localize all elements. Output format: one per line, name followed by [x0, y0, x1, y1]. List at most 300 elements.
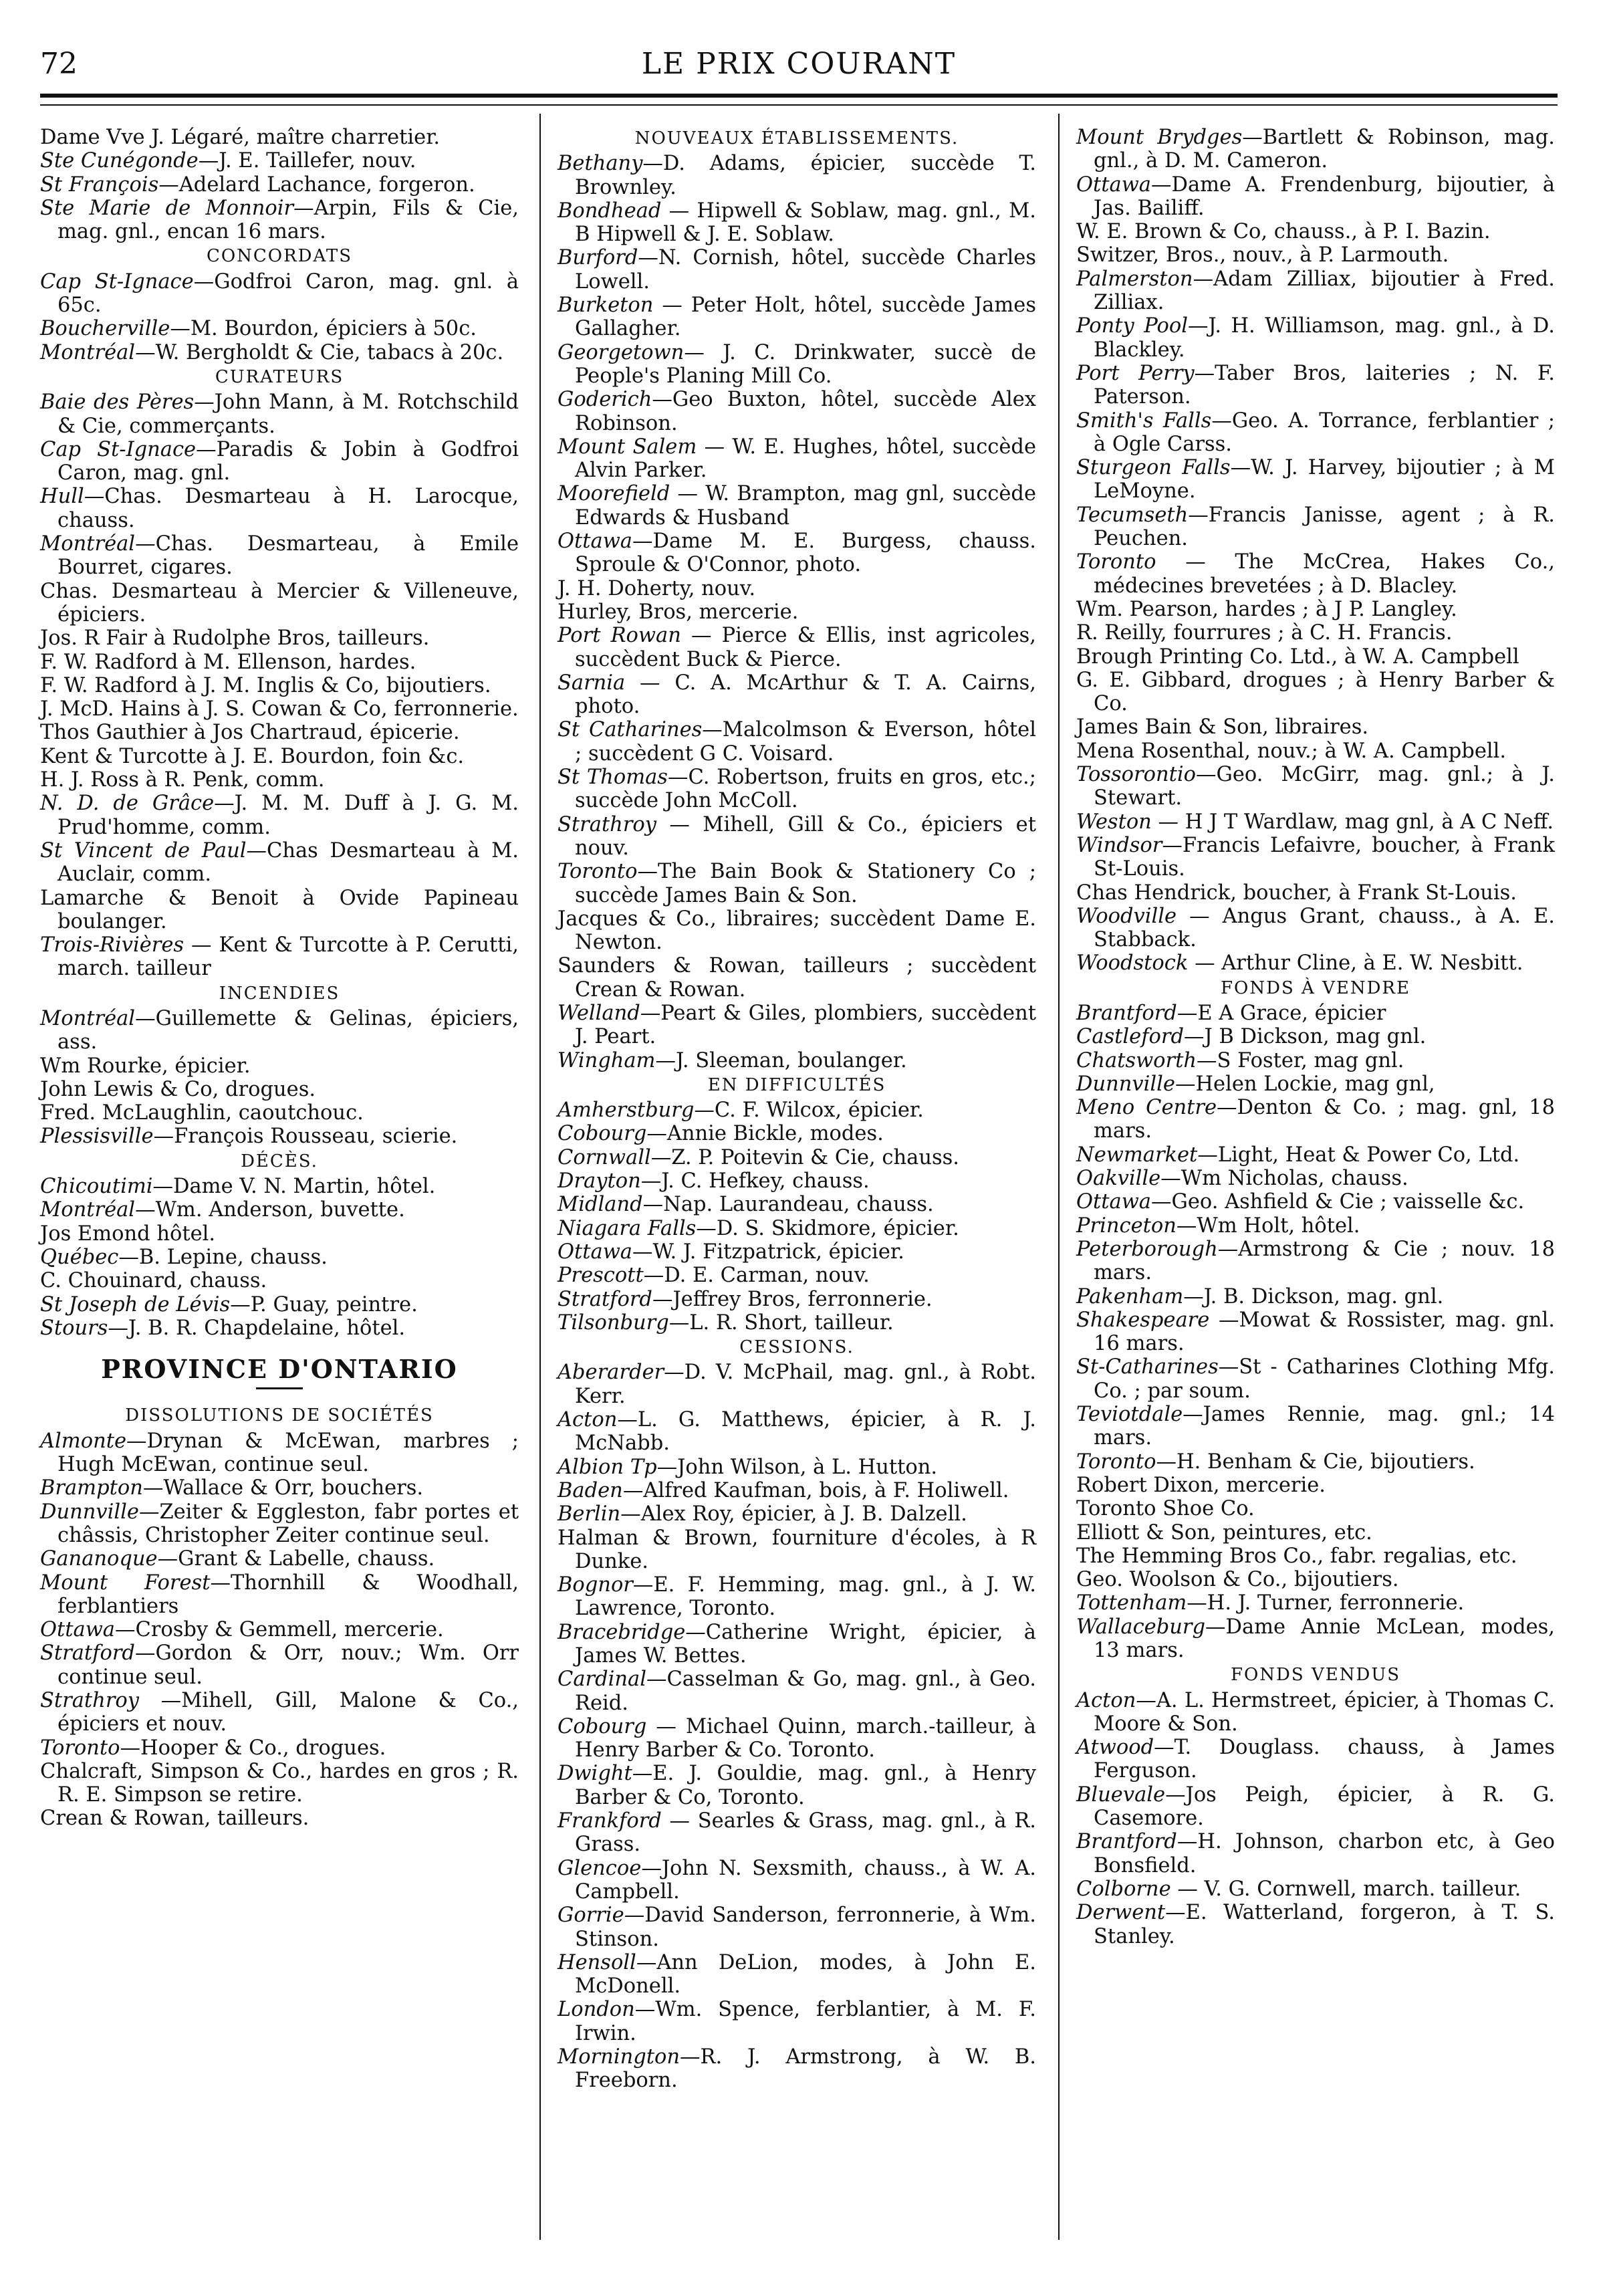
place-name: Frankford — [558, 1809, 662, 1833]
place-name: Sturgeon Falls — [1076, 456, 1231, 480]
entry-text: —David Sanderson, ferronnerie, à Wm. Stinson. — [575, 1904, 1036, 1951]
entry-text: —Denton & Co. ; mag. gnl, 18 mars. — [1094, 1096, 1555, 1143]
entry — [40, 697, 519, 721]
entry — [1076, 1497, 1555, 1520]
entry — [558, 435, 1036, 483]
place-name: Moorefield — [558, 482, 670, 506]
entry-text: Fred. McLaughlin, caoutchouc. — [40, 1101, 364, 1125]
entry-text: —Guillemette & Gelinas, épiciers, ass. — [57, 1006, 519, 1054]
entry-text: —Geo. Ashfield & Cie ; vaisselle &c. — [1151, 1190, 1525, 1214]
entry — [1076, 1591, 1555, 1615]
place-name: Tilsonburg — [558, 1310, 669, 1335]
entry-text: —L. R. Short, tailleur. — [668, 1310, 894, 1335]
place-name: Strathroy — [40, 1689, 139, 1712]
entry-text: —Dame A. Frendenburg, bijoutier, à Jas. Bailiff. — [1094, 173, 1555, 220]
place-name: Trois-Rivières — [40, 933, 184, 957]
entry-text: —S Foster, mag gnl. — [1197, 1048, 1404, 1072]
place-name: Oakville — [1076, 1167, 1161, 1191]
entry — [1076, 1615, 1555, 1663]
entry-text: Toronto Shoe Co. — [1076, 1497, 1255, 1521]
place-name: Pakenham — [1076, 1284, 1184, 1308]
place-name: Bracebridge — [558, 1620, 686, 1644]
entry-text: Chalcraft, Simpson & Co., hardes en gros ; R. R. E. Simpson se retire. — [40, 1759, 519, 1807]
section-heading: FONDS À VENDRE — [1221, 978, 1410, 998]
entry — [1076, 126, 1555, 173]
place-name: Woodstock — [1076, 951, 1189, 975]
entry — [1076, 1238, 1555, 1285]
entry-text: — W. E. Hughes, hôtel, succède Alvin Parker. — [575, 435, 1036, 483]
entry-text: —Jeffrey Bros, ferronnerie. — [652, 1287, 933, 1311]
entry — [1076, 173, 1555, 221]
entry-text: —Z. P. Poitevin & Cie, chauss. — [650, 1145, 959, 1169]
entry — [1076, 810, 1555, 834]
entry-text: Mena Rosenthal, nouv.; à W. A. Campbell. — [1076, 739, 1507, 763]
entry — [1076, 1049, 1555, 1072]
place-name: Ottawa — [558, 1240, 632, 1264]
entry-text: —Grant & Labelle, chauss. — [157, 1547, 435, 1571]
place-name: Castleford — [1076, 1025, 1184, 1049]
entry-text: —B. Lepine, chauss. — [118, 1245, 328, 1269]
entry — [1076, 905, 1555, 952]
entry-text: — Mihell, Gill & Co., épiciers et nouv. — [575, 812, 1036, 860]
entry — [1076, 1568, 1555, 1591]
entry — [40, 768, 519, 792]
entry — [558, 1099, 1036, 1122]
place-name: Chatsworth — [1076, 1048, 1197, 1072]
place-name: Bondhead — [558, 199, 662, 223]
place-name: London — [558, 1998, 635, 2022]
place-name: Teviotdale — [1076, 1403, 1183, 1427]
entry-text: F. W. Radford à J. M. Inglis & Co, bijoutiers. — [40, 673, 491, 697]
entry-text: Brough Printing Co. Ltd., à W. A. Campbell — [1076, 645, 1519, 669]
place-name: Atwood — [1076, 1736, 1154, 1760]
entry-text: James Bain & Son, libraires. — [1076, 715, 1369, 739]
entry — [1076, 1544, 1555, 1568]
entry — [1076, 314, 1555, 362]
entry-text: —J B Dickson, mag gnl. — [1184, 1025, 1427, 1049]
entry-text: —P. Guay, peintre. — [230, 1292, 418, 1316]
entry-text: —Francis Lefaivre, boucher, à Frank St-Louis. — [1094, 833, 1555, 881]
running-title: LE PRIX COURANT — [641, 47, 957, 81]
entry-text: Robert Dixon, mercerie. — [1076, 1473, 1326, 1497]
entry — [1076, 267, 1555, 315]
place-name: Meno Centre — [1076, 1096, 1217, 1120]
place-name: Gananoque — [40, 1547, 158, 1571]
entry-text: F. W. Radford à M. Ellenson, hardes. — [40, 650, 416, 674]
place-name: Toronto — [1076, 550, 1156, 574]
entry-text: —Hooper & Co., drogues. — [120, 1736, 386, 1760]
entry-text: Jos. R Fair à Rudolphe Bros, tailleurs. — [40, 626, 430, 651]
place-name: Bluevale — [1076, 1783, 1166, 1807]
entry — [558, 907, 1036, 955]
place-name: Port Perry — [1076, 361, 1195, 385]
place-name: Drayton — [558, 1169, 641, 1193]
place-name: Goderich — [558, 388, 652, 412]
entry-text: H. J. Ross à R. Penk, comm. — [40, 768, 325, 792]
place-name: Cap St-Ignace — [40, 437, 197, 461]
entry — [558, 1998, 1036, 2045]
entry — [1076, 1877, 1555, 1901]
entry-text: —M. Bourdon, épiciers à 50c. — [170, 317, 477, 341]
place-name: Mornington — [558, 2045, 680, 2069]
place-name: Amherstburg — [558, 1099, 695, 1123]
entry-text: Switzer, Bros., nouv., à P. Larmouth. — [1076, 243, 1449, 267]
place-name: St Thomas — [558, 766, 668, 790]
entry — [40, 1125, 519, 1148]
entry-text: —H. J. Turner, ferronnerie. — [1187, 1591, 1465, 1615]
place-name: Toronto — [40, 1736, 120, 1760]
section-heading: DÉCÈS. — [241, 1151, 318, 1171]
entry-text: —James Rennie, mag. gnl.; 14 mars. — [1094, 1403, 1555, 1450]
entry — [1076, 1474, 1555, 1497]
entry-text: Thos Gauthier à Jos Chartraud, épicerie. — [40, 721, 460, 745]
entry-text: —Mihell, Gill, Malone & Co., épiciers et nouv. — [57, 1689, 519, 1736]
entry — [40, 745, 519, 768]
section-heading: INCENDIES — [219, 983, 340, 1004]
entry-text: —Arpin, Fils & Cie, mag. gnl., encan 16 mars. — [57, 196, 519, 244]
entry — [558, 1951, 1036, 1998]
place-name: Sarnia — [558, 671, 626, 695]
entry — [40, 887, 519, 934]
entry-text: —J. H. Williamson, mag. gnl., à D. Blackley. — [1094, 314, 1555, 362]
entry — [558, 671, 1036, 719]
entry — [40, 1807, 519, 1830]
entry-text: —Mowat & Rossister, mag. gnl. 16 mars. — [1094, 1308, 1555, 1356]
entry-text: —Peart & Giles, plombiers, succèdent J. Peart. — [575, 1001, 1036, 1049]
heading-rule — [256, 1387, 303, 1389]
entry — [1076, 1355, 1555, 1403]
entry — [1076, 1096, 1555, 1143]
entry — [558, 246, 1036, 294]
entry-text: —Geo. A. Torrance, ferblantier ; à Ogle Carss. — [1094, 409, 1556, 456]
entry — [40, 438, 519, 485]
entry — [1076, 1901, 1555, 1948]
entry — [1076, 1736, 1555, 1783]
entry — [558, 600, 1036, 624]
entry — [558, 482, 1036, 530]
place-name: Burketon — [558, 294, 654, 318]
place-name: Princeton — [1076, 1214, 1177, 1238]
place-name: Cornwall — [558, 1145, 651, 1169]
entry — [558, 860, 1036, 907]
entry-text: — Michael Quinn, march.-tailleur, à Henry Barber & Co. Toronto. — [575, 1714, 1036, 1762]
province-heading: PROVINCE D'ONTARIO — [101, 1354, 458, 1385]
place-name: Georgetown — [558, 340, 685, 364]
entry-text: —W. J. Fitzpatrick, épicier. — [632, 1240, 904, 1264]
entry-text: Wm. Pearson, hardes ; à J P. Langley. — [1076, 597, 1457, 621]
entry-text: —W. J. Harvey, bijoutier ; à M LeMoyne. — [1094, 456, 1555, 503]
entry-text: Kent & Turcotte à J. E. Bourdon, foin &c. — [40, 744, 465, 768]
entry — [558, 1904, 1036, 1951]
entry-text: — C. A. McArthur & T. A. Cairns, photo. — [575, 671, 1036, 719]
entry — [40, 532, 519, 580]
entry-text: Hurley, Bros, mercerie. — [558, 600, 799, 624]
place-name: Hull — [40, 485, 84, 509]
entry-text: Chas Hendrick, boucher, à Frank St-Louis. — [1076, 881, 1517, 905]
place-name: Bognor — [558, 1573, 633, 1597]
place-name: Dunnville — [40, 1500, 139, 1524]
entry — [40, 126, 519, 149]
entry-text: —Godfroi Caron, mag. gnl. à 65c. — [57, 269, 519, 318]
entry-text: —Francis Janisse, agent ; à R. Peuchen. — [1094, 503, 1555, 551]
entry-text: — J. C. Drinkwater, succè de People's Planing Mill Co. — [575, 340, 1036, 388]
entry-text: —Chas. Desmarteau à H. Larocque, chauss. — [57, 485, 519, 532]
entry — [558, 1715, 1036, 1762]
entry — [558, 1002, 1036, 1049]
entry — [1076, 1072, 1555, 1096]
entry-text: —Jos Peigh, épicier, à R. G. Casemore. — [1094, 1783, 1555, 1831]
entry-text: The Hemming Bros Co., fabr. regalias, etc. — [1076, 1544, 1517, 1568]
entry-text: — V. G. Cornwell, march. tailleur. — [1170, 1877, 1521, 1901]
place-name: Smith's Falls — [1076, 409, 1212, 433]
entry-text: —Bartlett & Robinson, mag. gnl., à D. M. Cameron. — [1094, 126, 1555, 173]
place-name: Ottawa — [558, 530, 632, 554]
entry — [40, 1571, 519, 1619]
entry-text: —J. B. Dickson, mag. gnl. — [1183, 1284, 1444, 1308]
entry-text: —Wm Nicholas, chauss. — [1160, 1167, 1408, 1191]
entry — [558, 1408, 1036, 1456]
entry-text: —J. Sleeman, boulanger. — [655, 1048, 907, 1072]
place-name: Ste Cunégonde — [40, 149, 199, 173]
place-name: Colborne — [1076, 1877, 1171, 1901]
entry — [40, 1222, 519, 1246]
place-name: Cobourg — [558, 1714, 647, 1738]
entry-text: —Wm. Anderson, buvette. — [135, 1198, 405, 1222]
entry — [40, 341, 519, 364]
place-name: N. D. de Grâce — [40, 792, 215, 816]
entry — [40, 197, 519, 244]
place-name: Prescott — [558, 1264, 644, 1288]
place-name: Peterborough — [1076, 1237, 1218, 1261]
entry-text: —Alex Roy, épicier, à J. B. Dalzell. — [620, 1502, 967, 1526]
entry — [40, 149, 519, 173]
entry — [1076, 645, 1555, 669]
entry-text: — Kent & Turcotte à P. Cerutti, march. tailleur — [57, 933, 519, 981]
entry — [40, 1689, 519, 1736]
entry — [1076, 220, 1555, 243]
entry — [1076, 1025, 1555, 1048]
entry — [1076, 550, 1555, 598]
entry-text: —L. G. Matthews, épicier, à R. J. McNabb. — [575, 1408, 1036, 1456]
entry-text: Saunders & Rowan, tailleurs ; succèdent Crean & Rowan. — [558, 954, 1036, 1002]
section-heading: DISSOLUTIONS DE SOCIÉTÉS — [125, 1405, 434, 1426]
place-name: Tecumseth — [1076, 503, 1189, 527]
entry-text: —T. Douglass. chauss, à James Ferguson. — [1094, 1736, 1555, 1783]
entry-text: —François Rousseau, scierie. — [153, 1125, 458, 1149]
place-name: Toronto — [1076, 1450, 1156, 1474]
place-name: Woodville — [1076, 904, 1177, 928]
place-name: Québec — [40, 1245, 119, 1269]
entry — [40, 580, 519, 627]
entry-text: —Dame V. N. Martin, hôtel. — [152, 1175, 436, 1199]
place-name: Ottawa — [1076, 173, 1151, 197]
entry-text: —Nap. Laurandeau, chauss. — [642, 1193, 934, 1217]
entry — [40, 1078, 519, 1101]
place-name: Plessisville — [40, 1125, 154, 1149]
entry — [40, 1246, 519, 1269]
place-name: Dunnville — [1076, 1072, 1175, 1096]
place-name: Stratford — [558, 1287, 652, 1311]
entry — [40, 651, 519, 674]
entry-text: John Lewis & Co, drogues. — [40, 1077, 316, 1101]
place-name: St-Catharines — [1076, 1355, 1219, 1379]
entry-text: —Catherine Wright, épicier, à James W. Bettes. — [575, 1620, 1036, 1668]
entry-text: Wm Rourke, épicier. — [40, 1054, 251, 1078]
entry — [558, 2045, 1036, 2093]
place-name: St François — [40, 173, 159, 197]
entry — [558, 1240, 1036, 1264]
entry — [40, 1641, 519, 1689]
entry-text: —Adam Zilliax, bijoutier à Fred. Zilliax. — [1094, 267, 1555, 315]
header-rule — [40, 94, 1558, 98]
section-heading: CESSIONS. — [739, 1337, 854, 1358]
entry-text: —H. Benham & Cie, bijoutiers. — [1156, 1450, 1475, 1474]
place-name: Ponty Pool — [1076, 314, 1188, 338]
entry-text: Lamarche & Benoit à Ovide Papineau boulanger. — [40, 886, 519, 933]
entry-text: —Geo Buxton, hôtel, succède Alex Robinson. — [575, 388, 1036, 435]
entry-text: Dame Vve J. Légaré, maître charretier. — [40, 126, 441, 149]
entry-text: —Chas Desmarteau à M. Auclair, comm. — [57, 838, 519, 887]
place-name: Berlin — [558, 1502, 621, 1526]
column-3 — [1076, 126, 1555, 1948]
entry-text: —J. E. Taillefer, nouv. — [198, 149, 416, 173]
place-name: Toronto — [558, 860, 638, 884]
entry-text: Jacques & Co., libraires; succèdent Dame E. Newton. — [558, 907, 1036, 955]
entry-text: —Geo. McGirr, mag. gnl.; à J. Stewart. — [1094, 763, 1555, 810]
entry-text: —R. J. Armstrong, à W. B. Freeborn. — [575, 2045, 1036, 2093]
entry — [558, 1049, 1036, 1072]
entry — [1076, 409, 1555, 457]
place-name: Wingham — [558, 1048, 656, 1072]
entry — [40, 1175, 519, 1198]
entry — [1076, 1450, 1555, 1474]
entry-text: —Crosby & Gemmell, mercerie. — [115, 1618, 444, 1642]
section-heading: FONDS VENDUS — [1230, 1665, 1401, 1686]
entry — [40, 721, 519, 744]
place-name: Montréal — [40, 340, 136, 364]
entry — [40, 317, 519, 340]
place-name: Acton — [1076, 1688, 1136, 1712]
entry — [40, 839, 519, 887]
entry — [558, 1502, 1036, 1526]
place-name: Ottawa — [40, 1618, 115, 1642]
entry — [1076, 763, 1555, 810]
entry — [1076, 669, 1555, 716]
place-name: Tossorontio — [1076, 763, 1196, 787]
place-name: Brantford — [1076, 1001, 1177, 1025]
entry-text: Elliott & Son, peintures, etc. — [1076, 1520, 1372, 1544]
entry-text: —Annie Bickle, modes. — [646, 1122, 884, 1146]
entry — [1076, 715, 1555, 739]
entry-text: —E. F. Hemming, mag. gnl., à J. W. Lawrence, Toronto. — [575, 1573, 1036, 1621]
entry-text: —Paradis & Jobin à Godfroi Caron, mag. gnl. — [57, 437, 519, 485]
entry — [40, 1500, 519, 1548]
entry — [558, 1361, 1036, 1408]
place-name: Ottawa — [1076, 1190, 1151, 1214]
entry — [1076, 1521, 1555, 1544]
place-name: Cardinal — [558, 1668, 646, 1692]
entry-text: —John N. Sexsmith, chauss., à W. A. Campbell. — [575, 1856, 1036, 1904]
entry — [558, 1122, 1036, 1145]
entry — [1076, 739, 1555, 763]
entry-text: —Helen Lockie, mag gnl, — [1175, 1072, 1435, 1096]
entry — [558, 1526, 1036, 1574]
place-name: Brampton — [40, 1476, 143, 1500]
entry — [558, 813, 1036, 860]
header-rule-thin — [40, 104, 1558, 106]
place-name: Bethany — [558, 152, 643, 176]
entry-text: —W. Bergholdt & Cie, tabacs à 20c. — [135, 340, 504, 364]
entry-text: —Light, Heat & Power Co, Ltd. — [1197, 1143, 1520, 1167]
entry-text: —Casselman & Go, mag. gnl., à Geo. Reid. — [575, 1668, 1036, 1715]
place-name: Windsor — [1076, 833, 1162, 857]
place-name: Welland — [558, 1001, 640, 1025]
entry-text: W. E. Brown & Co, chauss., à P. I. Bazin. — [1076, 220, 1491, 244]
entry — [558, 577, 1036, 600]
place-name: Chicoutimi — [40, 1175, 153, 1199]
page-number: 72 — [40, 47, 78, 81]
entry-text: —J. C. Hefkey, chauss. — [640, 1169, 870, 1193]
place-name: Montréal — [40, 1006, 136, 1030]
entry — [558, 199, 1036, 247]
entry-text: — Pierce & Ellis, inst agricoles, succèdent Buck & Pierce. — [575, 624, 1036, 671]
entry-text: —Thornhill & Woodhall, ferblantiers — [57, 1571, 519, 1618]
entry — [40, 1054, 519, 1078]
place-name: Almonte — [40, 1429, 127, 1453]
section-heading: EN DIFFICULTÉS — [707, 1074, 886, 1095]
entry — [1076, 1190, 1555, 1214]
entry — [558, 766, 1036, 813]
entry — [558, 718, 1036, 766]
entry-text: — Searles & Grass, mag. gnl., à R. Grass. — [575, 1809, 1036, 1857]
place-name: St Catharines — [558, 718, 703, 742]
entry — [40, 1547, 519, 1571]
entry-text: —D. E. Carman, nouv. — [643, 1264, 870, 1288]
entry-text: —C. F. Wilcox, épicier. — [694, 1099, 924, 1123]
entry — [1076, 1783, 1555, 1831]
entry-text: —D. Adams, épicier, succède T. Brownley. — [575, 152, 1036, 199]
entry-text: —Wm Holt, hôtel. — [1176, 1214, 1360, 1238]
place-name: Mount Forest — [40, 1571, 211, 1595]
entry-text: — The McCrea, Hakes Co., médecines brevetées ; à D. Blacley. — [1094, 550, 1555, 598]
place-name: Tottenham — [1076, 1591, 1187, 1615]
entry — [558, 1311, 1036, 1335]
place-name: St Joseph de Lévis — [40, 1292, 231, 1316]
section-heading: NOUVEAUX ÉTABLISSEMENTS. — [634, 128, 959, 148]
entry-text: — Arthur Cline, à E. W. Nesbitt. — [1188, 951, 1523, 975]
entry — [40, 792, 519, 839]
section-heading: CURATEURS — [215, 366, 344, 387]
entry-text: —D. V. McPhail, mag. gnl., à Robt. Kerr. — [575, 1361, 1036, 1408]
entry-text: —Chas. Desmarteau, à Emile Bourret, cigares. — [57, 532, 519, 580]
entry — [40, 1316, 519, 1340]
entry-text: —John Wilson, à L. Hutton. — [656, 1455, 938, 1479]
entry — [40, 1736, 519, 1760]
entry — [558, 1288, 1036, 1311]
place-name: Mount Brydges — [1076, 126, 1243, 149]
place-name: Dwight — [558, 1762, 632, 1786]
place-name: Stours — [40, 1316, 108, 1340]
entry — [558, 152, 1036, 199]
entry — [40, 1476, 519, 1500]
entry — [558, 294, 1036, 341]
entry — [1076, 1167, 1555, 1190]
place-name: Cobourg — [558, 1122, 647, 1146]
entry — [558, 954, 1036, 1002]
entry-text: —D. S. Skidmore, épicier. — [696, 1216, 959, 1240]
column-1 — [40, 126, 519, 1831]
entry — [1076, 1143, 1555, 1167]
